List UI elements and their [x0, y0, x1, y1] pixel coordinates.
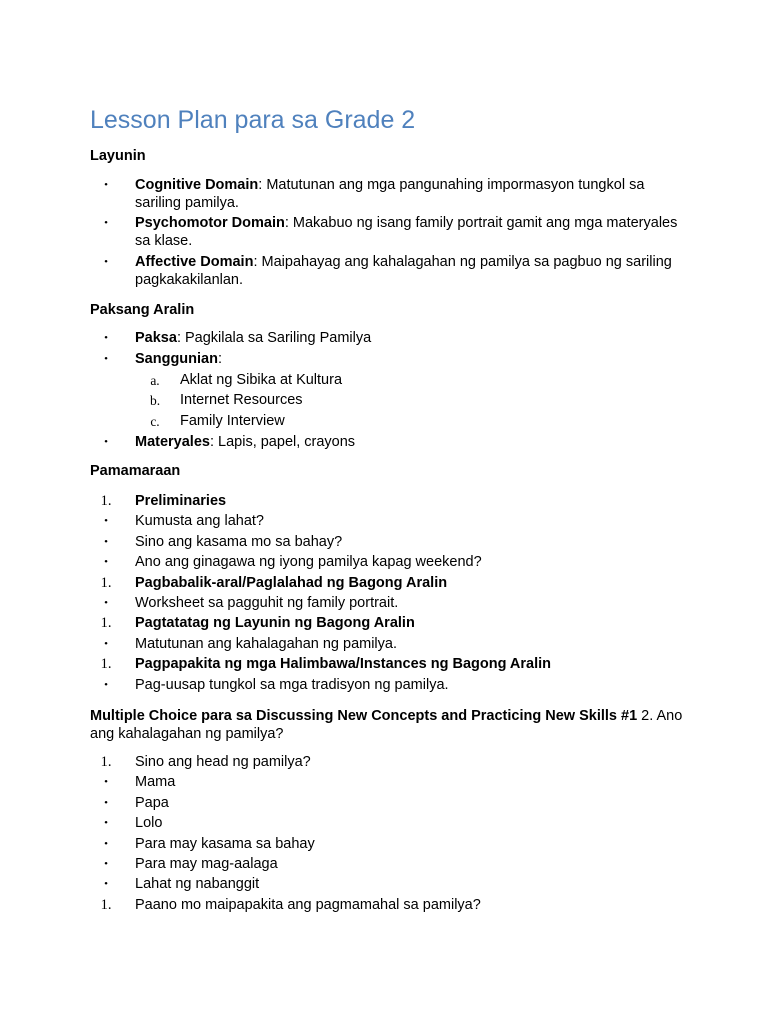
section-heading-layunin: Layunin	[90, 148, 146, 164]
bullet-icon: •	[104, 678, 108, 691]
bullet-icon: •	[104, 837, 108, 850]
bullet-icon: •	[104, 515, 108, 528]
item-text: Lolo	[135, 815, 163, 832]
section-heading-paksang-aralin: Paksang Aralin	[90, 302, 195, 318]
list-number: 1.	[100, 754, 112, 770]
page-title: Lesson Plan para sa Grade 2	[90, 106, 416, 134]
bullet-icon: •	[104, 332, 108, 344]
bullet-icon: •	[104, 217, 108, 229]
item-label: Cognitive Domain	[135, 177, 259, 193]
bullet-icon: •	[104, 256, 108, 268]
item-text: Pag-uusap tungkol sa mga tradisyon ng pamilya.	[135, 676, 449, 693]
item-label: Sanggunian	[135, 351, 218, 367]
item-text: Matutunan ang kahalagahan ng pamilya.	[135, 635, 397, 652]
item-text: Pagtatatag ng Layunin ng Bagong Aralin	[135, 615, 415, 632]
sub-marker: b.	[149, 393, 161, 408]
bullet-icon: •	[104, 179, 108, 191]
item-text: Worksheet sa pagguhit ng family portrait.	[135, 595, 399, 611]
item-text: Lahat ng nabanggit	[135, 876, 260, 893]
multiple-choice-heading	[90, 708, 690, 743]
sub-marker: c.	[150, 414, 160, 429]
item-label: Affective Domain	[135, 254, 254, 270]
sub-item-text: Internet Resources	[180, 392, 303, 408]
item-text: Preliminaries	[135, 493, 227, 509]
list-number: 1.	[100, 493, 112, 509]
sub-marker: a.	[150, 373, 160, 388]
bullet-icon: •	[104, 878, 108, 891]
item-text: :	[217, 351, 223, 367]
bullet-icon: •	[104, 817, 108, 830]
bullet-icon: •	[104, 858, 108, 870]
multiple-choice-question: 2. Ano ang kahalagahan ng pamilya?	[90, 708, 683, 742]
item-text: Kumusta ang lahat?	[135, 513, 264, 530]
item-label: Paksa	[135, 330, 177, 346]
list-number: 1.	[100, 574, 112, 591]
item-text: : Pagkilala sa Sariling Pamilya	[176, 330, 372, 346]
bullet-icon: •	[104, 776, 108, 789]
item-label: Psychomotor Domain	[135, 215, 285, 231]
sub-item-text: Family Interview	[180, 413, 285, 429]
item-text: : Makabuo ng isang family portrait gamit ang mga materyales sa klase.	[135, 215, 678, 249]
list-number: 1.	[100, 656, 112, 673]
item-text: Sino ang head ng pamilya?	[135, 754, 311, 770]
item-text: : Lapis, papel, crayons	[209, 434, 356, 450]
item-text: Papa	[135, 794, 169, 811]
bullet-icon: •	[104, 556, 108, 569]
bullet-icon: •	[104, 436, 108, 448]
item-text: Paano mo maipapakita ang pagmamahal sa pamilya?	[135, 896, 481, 913]
item-text: Sino ang kasama mo sa bahay?	[135, 533, 343, 550]
item-label: Materyales	[135, 434, 210, 450]
item-text: : Maipahayag ang kahalagahan ng pamilya sa pagbuo ng sariling pagkakakilanlan.	[135, 254, 672, 288]
bullet-icon: •	[104, 535, 108, 548]
item-text: Pagpapakita ng mga Halimbawa/Instances ng Bagong Aralin	[135, 656, 552, 673]
item-text: Pagbabalik-aral/Paglalahad ng Bagong Aralin	[135, 574, 448, 591]
section-heading-pamamaraan: Pamamaraan	[90, 463, 181, 479]
item-text: Mama	[135, 774, 176, 791]
item-text: : Matutunan ang mga pangunahing impormasyon tungkol sa sariling pamilya.	[135, 177, 645, 211]
item-text: Ano ang ginagawa ng iyong pamilya kapag weekend?	[135, 554, 482, 571]
bullet-icon: •	[104, 796, 108, 809]
sub-item-text: Aklat ng Sibika at Kultura	[180, 372, 343, 388]
list-number: 1.	[100, 615, 112, 632]
multiple-choice-title: Multiple Choice para sa Discussing New Concepts and Practicing New Skills #1	[90, 708, 638, 724]
bullet-icon: •	[104, 637, 108, 650]
item-text: Para may mag-aalaga	[135, 856, 278, 872]
list-number: 1.	[100, 896, 112, 913]
bullet-icon: •	[104, 353, 108, 365]
bullet-icon: •	[104, 597, 108, 609]
item-text: Para may kasama sa bahay	[135, 835, 315, 852]
